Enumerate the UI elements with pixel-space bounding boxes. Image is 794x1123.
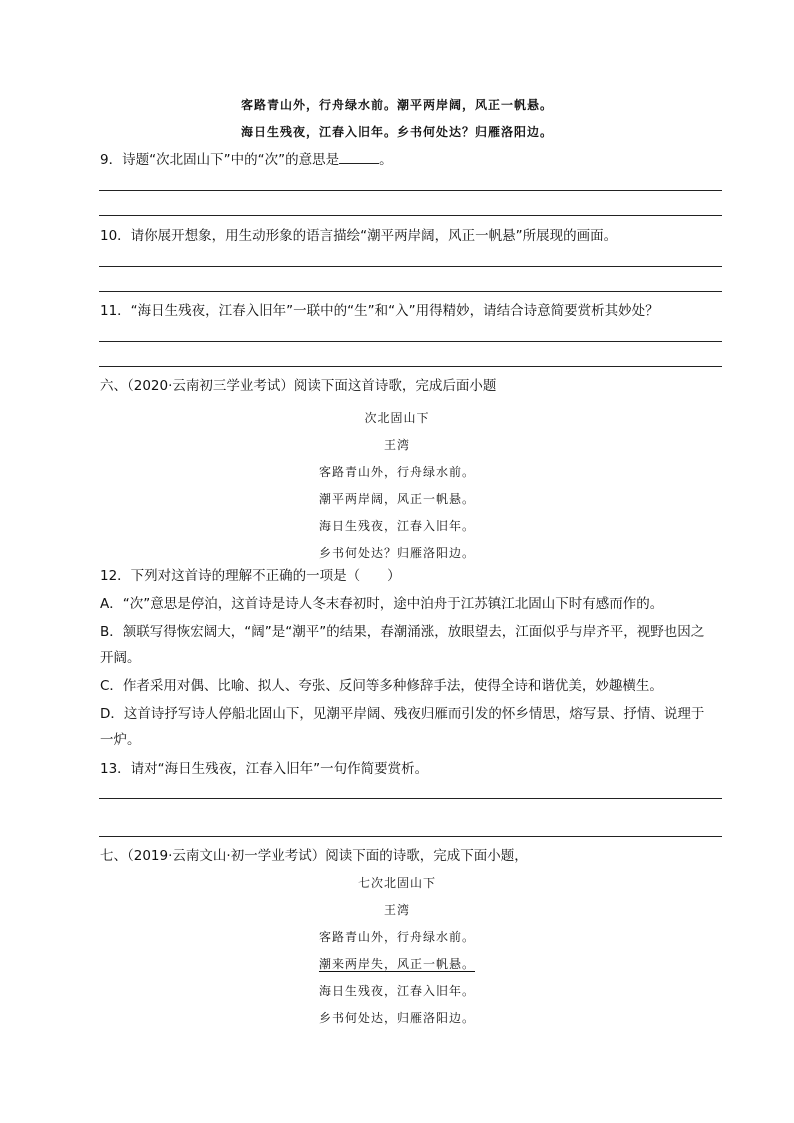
section-6-heading: 六、（2020·云南初三学业考试）阅读下面这首诗歌，完成后面小题 (100, 378, 497, 394)
section-7-poem-line-underlined (0, 955, 794, 972)
question-12-option-b[interactable]: B．颔联写得恢宏阔大，“阔”是“潮平”的结果，春潮涌涨，放眼望去，江面似乎与岸齐平，视野也因之 (100, 624, 705, 640)
answer-line[interactable] (99, 366, 722, 367)
answer-line[interactable] (99, 341, 722, 342)
question-9 (100, 147, 722, 173)
underlined-line: 潮来两岸失，风正一帆悬。 (318, 957, 475, 971)
question-12-option-b-cont: 开阔。 (100, 650, 141, 666)
section-7-poem-line: 客路青山外，行舟绿水前。 (318, 930, 475, 944)
section-6-poem-line: 潮平两岸阔，风正一帆悬。 (318, 492, 475, 506)
question-9-end: 。 (379, 152, 393, 168)
section-7-poem-author: 王湾 (383, 903, 410, 917)
section-6-poem-line: 客路青山外，行舟绿水前。 (318, 465, 475, 479)
section-6-poem-title: 次北固山下 (364, 411, 430, 425)
question-12-option-d[interactable]: D．这首诗抒写诗人停船北固山下，见潮平岸阔、残夜归雁而引发的怀乡情思，熔写景、抒情、说理于 (100, 706, 705, 722)
question-12-option-d-cont: 一炉。 (100, 732, 141, 748)
section-7-poem-title: 七次北固山下 (357, 876, 436, 890)
section-6-poem-line: 海日生残夜，江春入旧年。 (318, 519, 475, 533)
answer-line[interactable] (99, 266, 722, 267)
section-6-poem-line: 乡书何处达？归雁洛阳边。 (318, 546, 475, 560)
question-9-text: 9．诗题“次北固山下”中的“次”的意思是 (100, 152, 340, 168)
answer-line[interactable] (99, 798, 722, 799)
question-13: 13．请对“海日生残夜，江春入旧年”一句作简要赏析。 (100, 761, 429, 777)
section-7-poem-line: 乡书何处达，归雁洛阳边。 (318, 1011, 475, 1025)
answer-line[interactable] (99, 215, 722, 216)
answer-blank[interactable] (339, 149, 379, 164)
section-7-poem-line: 海日生残夜，江春入旧年。 (318, 984, 475, 998)
section-6-poem-author: 王湾 (383, 438, 410, 452)
answer-line[interactable] (99, 190, 722, 191)
answer-line[interactable] (99, 836, 722, 837)
question-12-option-a[interactable]: A．“次”意思是停泊，这首诗是诗人冬末春初时，途中泊舟于江苏镇江北固山下时有感而作的。 (100, 596, 664, 612)
top-poem-line-1: 客路青山外，行舟绿水前。潮平两岸阔，风正一帆悬。 (240, 98, 553, 112)
question-12-stem: 12．下列对这首诗的理解不正确的一项是（ ） (100, 568, 401, 584)
top-poem-line-2: 海日生残夜，江春入旧年。乡书何处达？归雁洛阳边。 (240, 125, 553, 139)
question-12-option-c[interactable]: C．作者采用对偶、比喻、拟人、夸张、反问等多种修辞手法，使得全诗和谐优美，妙趣横生。 (100, 678, 663, 694)
question-11: 11．“海日生残夜，江春入旧年”一联中的“生”和“入”用得精妙，请结合诗意简要赏析其妙处？ (100, 303, 659, 319)
answer-line[interactable] (99, 291, 722, 292)
section-7-heading: 七、（2019·云南文山·初一学业考试）阅读下面的诗歌，完成下面小题， (100, 848, 528, 864)
question-10: 10．请你展开想象，用生动形象的语言描绘“潮平两岸阔，风正一帆悬”所展现的画面。 (100, 228, 618, 244)
